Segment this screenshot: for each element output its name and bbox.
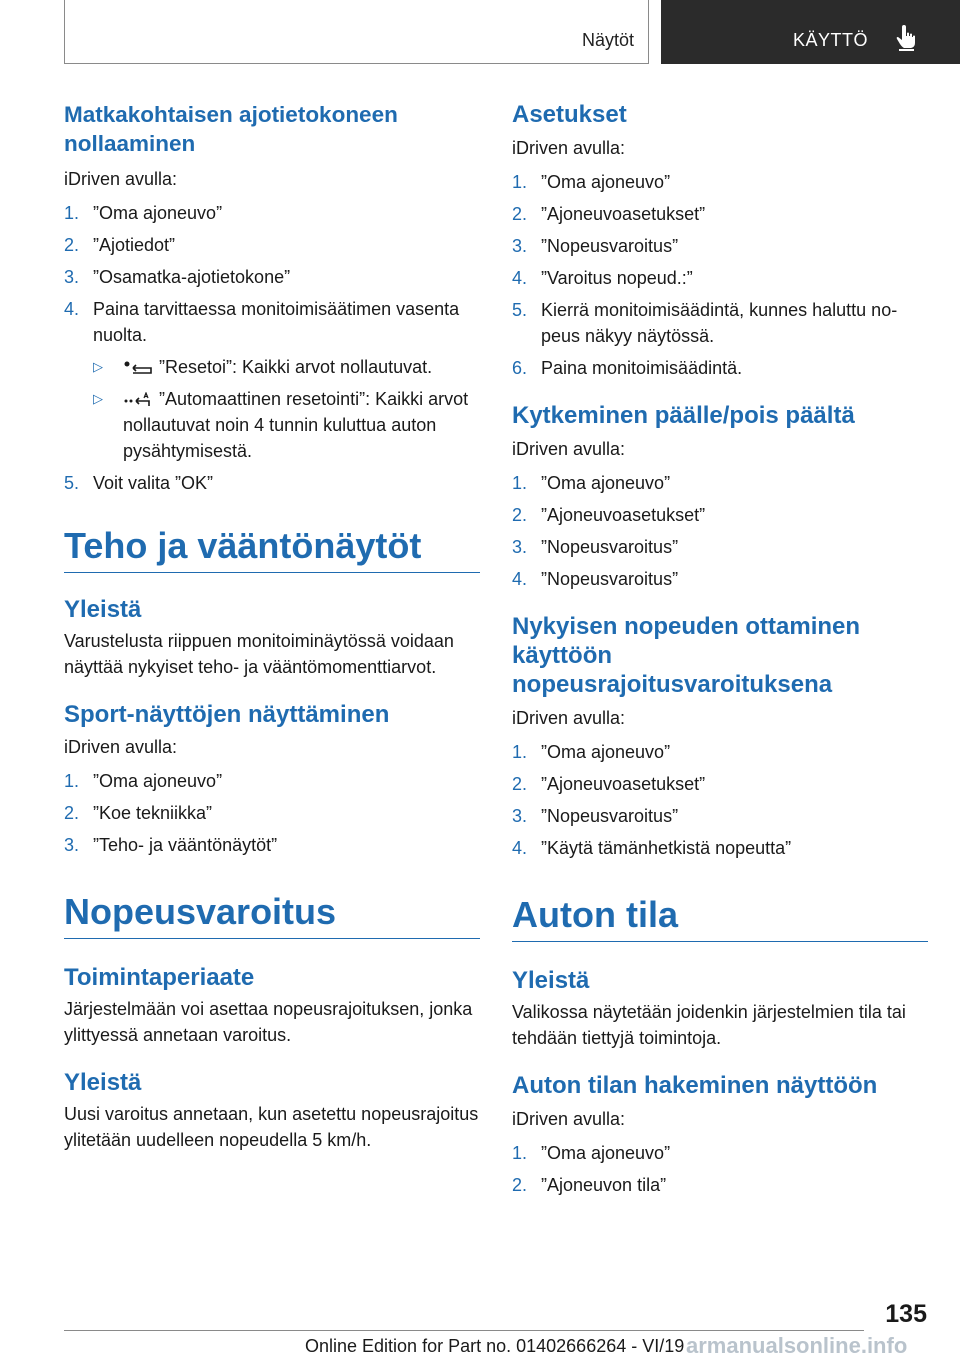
list-item <box>64 832 480 858</box>
section-title: Yleistä <box>512 967 590 994</box>
step-number: 2. <box>512 774 528 794</box>
list-item <box>512 739 928 765</box>
header-section-box <box>64 0 649 64</box>
steps-list <box>64 768 480 858</box>
step-text: ”Ajoneuvoasetukset” <box>541 774 706 794</box>
list-item <box>512 835 928 861</box>
step-number: 1. <box>64 203 80 223</box>
section-title: Matkakohtaisen ajotietokoneen nollaaminen <box>64 102 398 156</box>
list-item <box>512 233 928 259</box>
section-title: Nykyisen nopeuden ottaminen käyttöön nopeusrajoitusvaroituksena <box>512 613 861 698</box>
step-text: ”Oma ajoneuvo” <box>93 203 223 223</box>
step-text: ”Nopeusvaroitus” <box>541 806 679 826</box>
list-item <box>64 800 480 826</box>
list-item <box>512 169 928 195</box>
step-number: 1. <box>512 473 528 493</box>
intro-text: iDriven avulla: <box>512 439 626 459</box>
intro-text: iDriven avulla: <box>64 169 178 189</box>
hand-pointer-icon <box>896 25 916 51</box>
header-chapter-tab <box>661 0 960 64</box>
list-item <box>512 1140 928 1166</box>
list-item <box>512 297 928 349</box>
step-text: ”Nopeusvaroitus” <box>541 236 679 256</box>
step-number: 1. <box>64 771 80 791</box>
section-title: Auton tilan hakeminen näyttöön <box>512 1072 878 1099</box>
list-item <box>512 470 928 496</box>
right-column <box>512 100 928 1198</box>
list-item <box>64 768 480 794</box>
step-number: 3. <box>64 835 80 855</box>
step-text: ”Oma ajoneuvo” <box>541 473 671 493</box>
left-column <box>64 100 480 1153</box>
step-number: 4. <box>64 299 80 319</box>
step-number: 5. <box>512 300 528 320</box>
chapter-heading: Auton tila <box>512 895 928 942</box>
list-item <box>512 566 928 592</box>
step-text: ”Varoitus nopeud.:” <box>541 268 693 288</box>
step-number: 1. <box>512 1143 528 1163</box>
bullet-text: ”Automaattinen resetointi”: Kaikki arvot nollautuvat noin 4 tunnin kuluttua auton pysähtymisestä. <box>123 389 469 461</box>
step-text: Voit valita ”OK” <box>93 473 214 493</box>
step-text: ”Osamatka-ajotietokone” <box>93 267 291 287</box>
step-text: ”Ajotiedot” <box>93 235 176 255</box>
chapter-heading: Teho ja vääntönäytöt <box>64 526 480 573</box>
step-number: 4. <box>512 569 528 589</box>
step-number: 3. <box>512 537 528 557</box>
section-title: Sport-näyttöjen näyttäminen <box>64 701 390 728</box>
list-item <box>512 771 928 797</box>
step-number: 1. <box>512 172 528 192</box>
step-text: ”Koe tekniikka” <box>93 803 213 823</box>
page-number: 135 <box>885 1300 927 1328</box>
header-section: Näytöt <box>581 30 634 50</box>
step-number: 2. <box>512 204 528 224</box>
list-item <box>64 296 480 348</box>
section-title: Toimintaperiaate <box>64 964 255 991</box>
step-number: 2. <box>512 505 528 525</box>
step-text: ”Oma ajoneuvo” <box>541 742 671 762</box>
step-number: 3. <box>512 806 528 826</box>
list-item <box>512 355 928 381</box>
step-text: ”Nopeusvaroitus” <box>541 537 679 557</box>
intro-text: iDriven avulla: <box>512 708 626 728</box>
step-text: Kierrä monitoimisäädintä, kunnes haluttu nopeus näkyy näytössä. <box>541 300 898 346</box>
footer-divider <box>64 1330 864 1331</box>
intro-text: iDriven avulla: <box>512 138 626 158</box>
step-text: Paina monitoimisäädintä. <box>541 358 743 378</box>
list-item <box>512 803 928 829</box>
steps-list <box>512 169 928 381</box>
list-item <box>64 232 480 258</box>
step-text: ”Oma ajoneuvo” <box>541 1143 671 1163</box>
section-title: Kytkeminen päälle/pois päältä <box>512 402 855 429</box>
list-item <box>512 1172 928 1198</box>
list-item <box>64 200 480 226</box>
step-number: 2. <box>512 1175 528 1195</box>
body-text: Valikossa näytetään joidenkin järjestelmien tila tai tehdään tiettyjä toimintoja. <box>512 1002 906 1048</box>
step-text: ”Nopeusvaroitus” <box>541 569 679 589</box>
step-text: Paina tarvittaessa monitoimisäätimen vasenta nuolta. <box>93 299 460 345</box>
step-text: ”Teho- ja vääntönäytöt” <box>93 835 278 855</box>
edition-text: Online Edition for Part no. 01402666264 - VI/19 <box>305 1336 685 1356</box>
header-chapter: KÄYTTÖ <box>793 30 869 50</box>
list-item <box>93 354 480 380</box>
steps-list <box>512 1140 928 1198</box>
step-number: 5. <box>64 473 80 493</box>
step-text: ”Käytä tämänhetkistä nopeutta” <box>541 838 792 858</box>
step-number: 2. <box>64 235 80 255</box>
auto-reset-icon <box>123 392 153 408</box>
step-number: 4. <box>512 268 528 288</box>
step-number: 1. <box>512 742 528 762</box>
steps-list <box>512 739 928 861</box>
intro-text: iDriven avulla: <box>512 1109 626 1129</box>
steps-list <box>512 470 928 592</box>
step-number: 3. <box>512 236 528 256</box>
watermark-text: armanualsonline.info <box>686 1333 908 1358</box>
bullet-list <box>93 354 480 464</box>
body-text: Järjestelmään voi asettaa nopeusrajoituksen, jonka ylittyessä annetaan varoitus. <box>64 999 473 1045</box>
bullet-marker: ▷ <box>93 359 103 374</box>
bullet-marker: ▷ <box>93 391 103 406</box>
section-title: Asetukset <box>512 101 627 128</box>
list-item <box>512 502 928 528</box>
step-text: ”Ajoneuvoasetukset” <box>541 505 706 525</box>
steps-list <box>64 200 480 348</box>
body-text: Varustelusta riippuen monitoiminäytössä voidaan näyttää nykyiset teho- ja vääntömomenttiarvot. <box>64 631 454 677</box>
step-text: ”Ajoneuvon tila” <box>541 1175 667 1195</box>
step-text: ”Ajoneuvoasetukset” <box>541 204 706 224</box>
step-number: 3. <box>64 267 80 287</box>
step-text: ”Oma ajoneuvo” <box>93 771 223 791</box>
list-item <box>93 386 480 464</box>
step-number: 6. <box>512 358 528 378</box>
body-text: Uusi varoitus annetaan, kun asetettu nopeusrajoitus ylitetään uudelleen nopeudella 5 km/h. <box>64 1104 479 1150</box>
reset-icon <box>123 361 153 375</box>
steps-list <box>64 470 480 496</box>
section-title: Yleistä <box>64 596 142 623</box>
list-item <box>512 201 928 227</box>
list-item <box>512 534 928 560</box>
step-number: 4. <box>512 838 528 858</box>
step-text: ”Oma ajoneuvo” <box>541 172 671 192</box>
list-item <box>64 470 480 496</box>
chapter-heading: Nopeusvaroitus <box>64 892 480 939</box>
list-item <box>512 265 928 291</box>
section-title: Yleistä <box>64 1069 142 1096</box>
list-item <box>64 264 480 290</box>
step-number: 2. <box>64 803 80 823</box>
intro-text: iDriven avulla: <box>64 737 178 757</box>
bullet-text: ”Resetoi”: Kaikki arvot nollautuvat. <box>159 357 433 377</box>
